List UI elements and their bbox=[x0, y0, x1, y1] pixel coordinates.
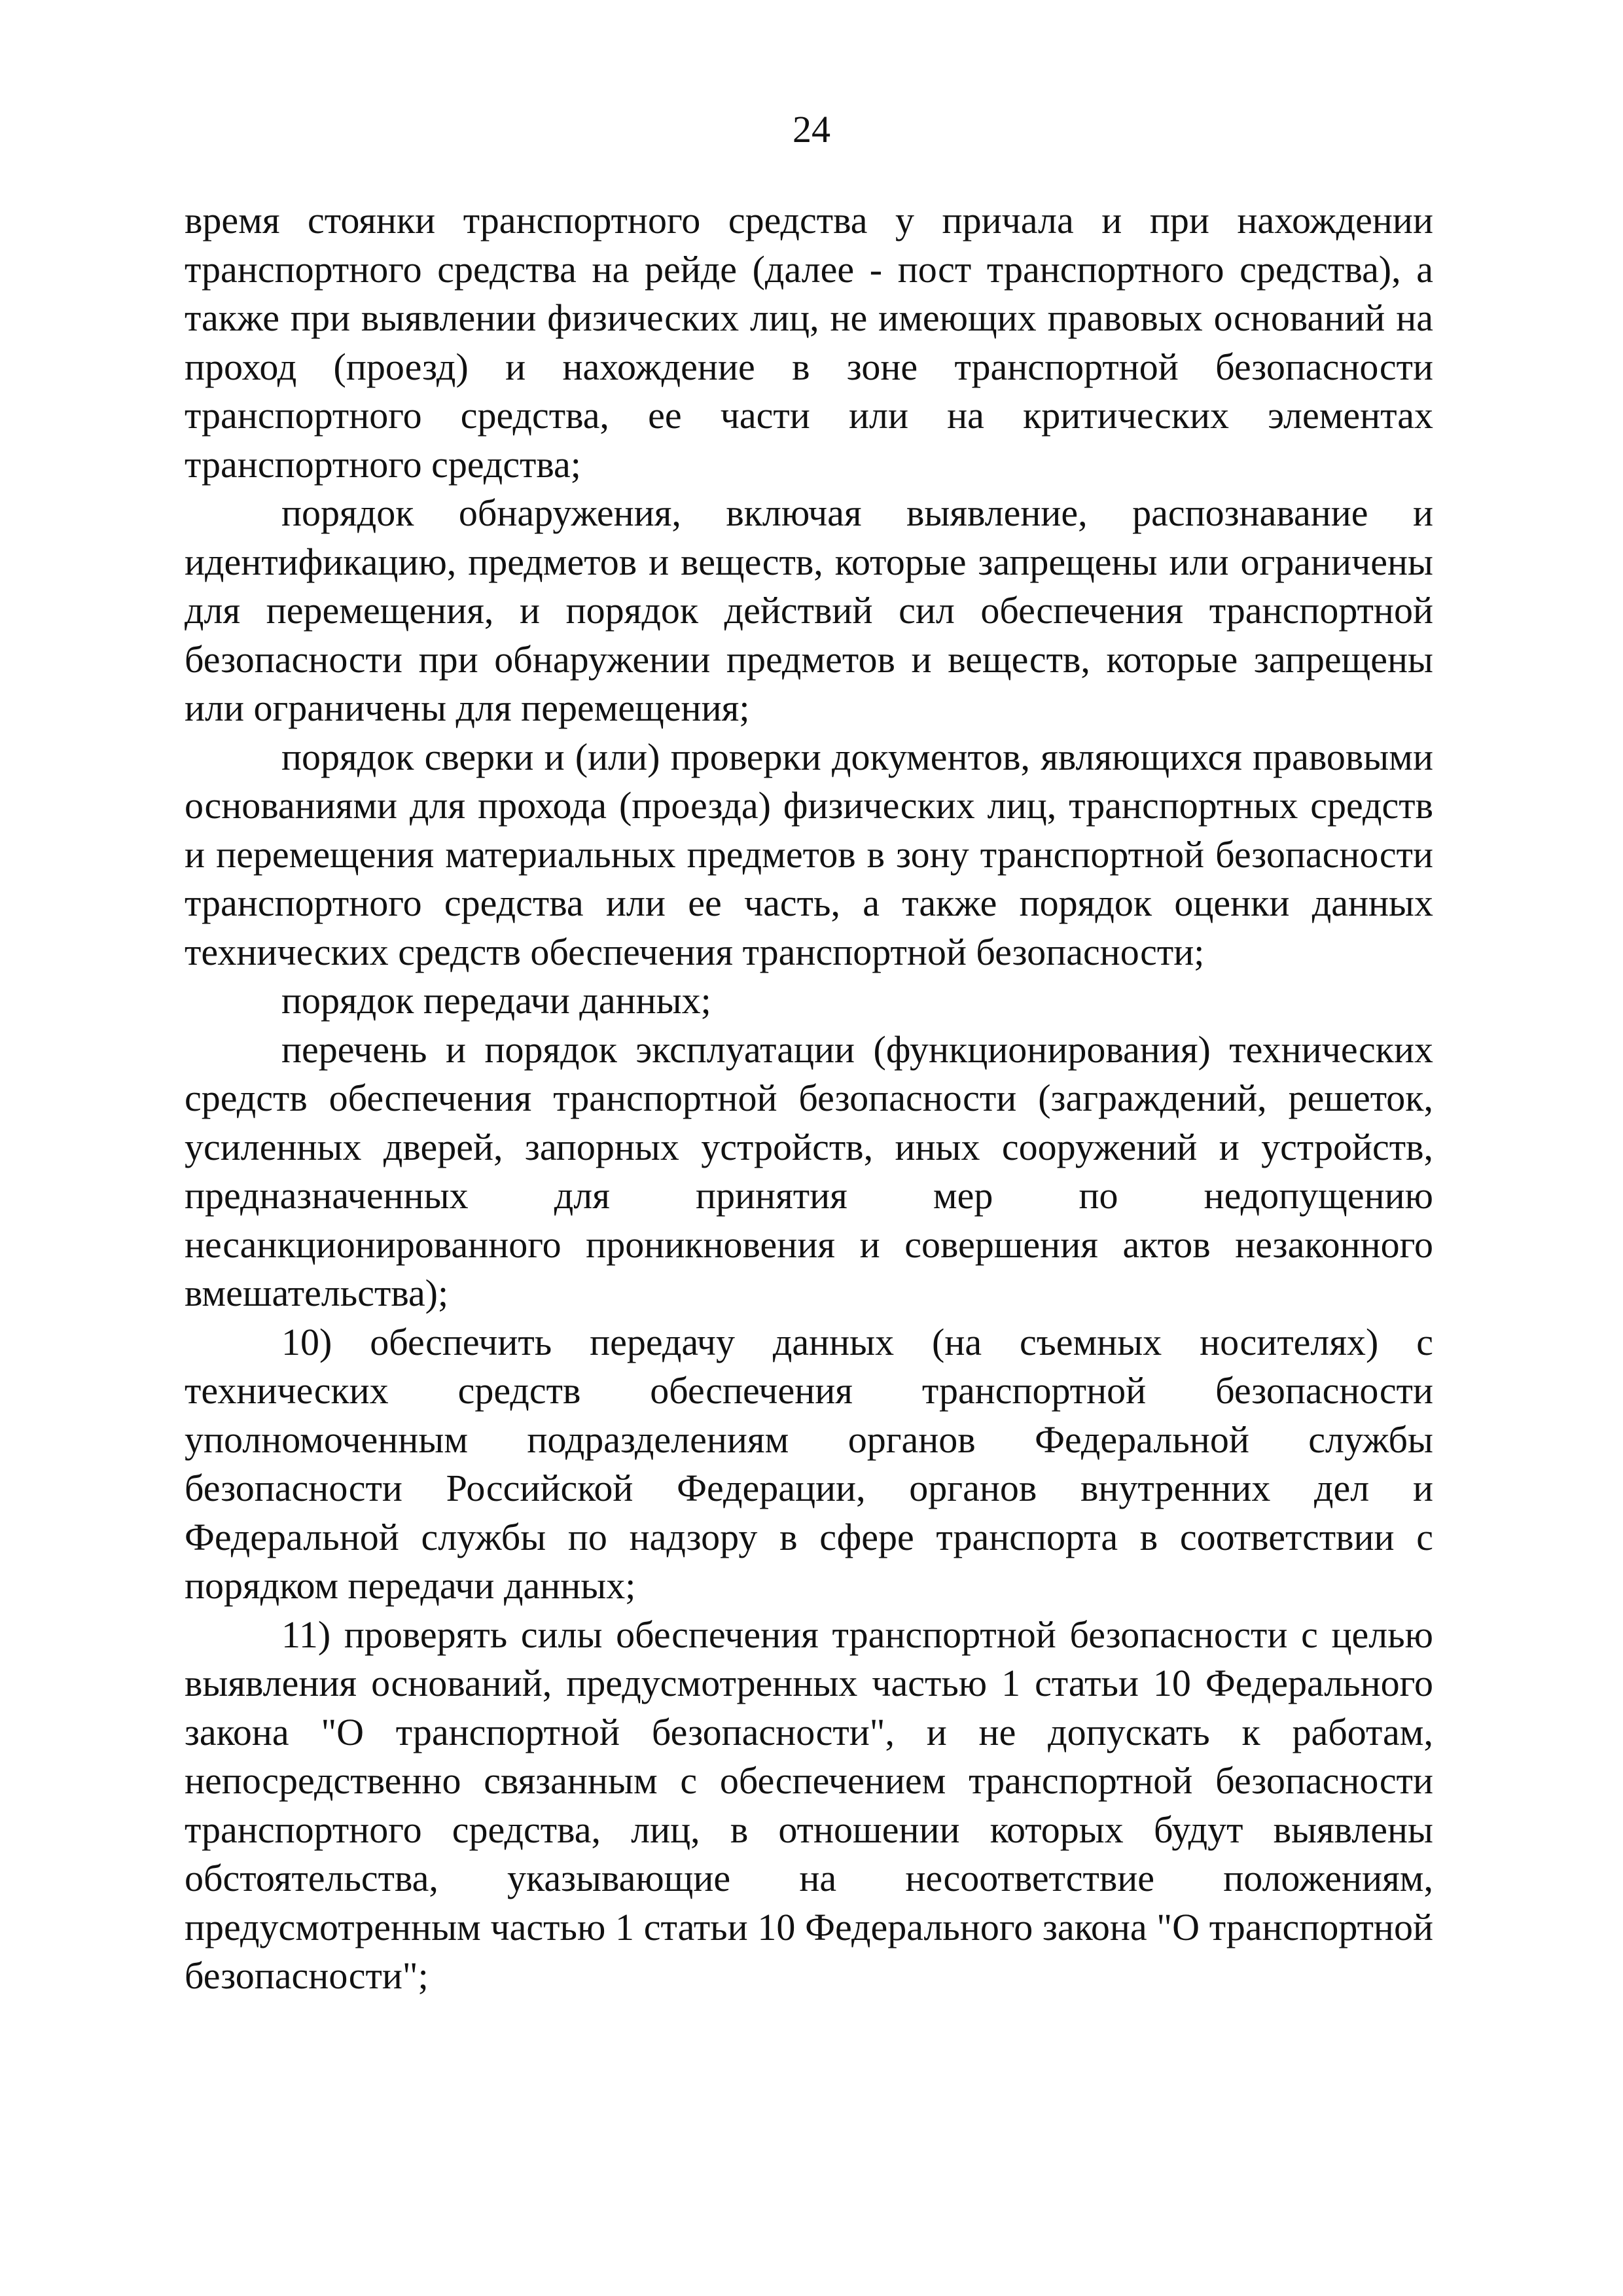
document-body bbox=[185, 196, 1433, 2001]
paragraph-technical-means-list: перечень и порядок эксплуатации (функционирования) технических средств обеспечения транспортной безопасности (заграждений, решеток, усиленных дверей, запорных устройств, иных сооружений и устройств, предназначенных для принятия мер по недопущению несанкционированного проникновения и совершения актов незаконного вмешательства); bbox=[185, 1028, 1433, 1314]
paragraph-document-verification: порядок сверки и (или) проверки документов, являющихся правовыми основаниями для прохода (проезда) физических лиц, транспортных средств и перемещения материальных предметов в зону транспортной безопасности транспортного средства или ее часть, а также порядок оценки данных технических средств обеспечения транспортной безопасности; bbox=[185, 735, 1433, 973]
paragraph-item-11: 11) проверять силы обеспечения транспортной безопасности с целью выявления оснований, предусмотренных частью 1 статьи 10 Федерального закона "О транспортной безопасности", и не допускать к работам, непосредственно связанным с обеспечением транспортной безопасности транспортного средства, лиц, в отношении которых будут выявлены обстоятельства, указывающие на несоответствие положениям, предусмотренным частью 1 статьи 10 Федерального закона "О транспортной безопасности"; bbox=[185, 1613, 1433, 1997]
paragraph-data-transfer-procedure: порядок передачи данных; bbox=[281, 979, 711, 1022]
paragraph-detection-procedure: порядок обнаружения, включая выявление, распознавание и идентификацию, предметов и веществ, которые запрещены или ограничены для перемещения, и порядок действий сил обеспечения транспортной безопасности при обнаружении предметов и веществ, которые запрещены или ограничены для перемещения; bbox=[185, 492, 1433, 729]
paragraph-continuation: время стоянки транспортного средства у причала и при нахождении транспортного средства на рейде (далее - пост транспортного средства), а также при выявлении физических лиц, не имеющих правовых оснований на проход (проезд) и нахождение в зоне транспортной безопасности транспортного средства, ее части или на критических элементах транспортного средства; bbox=[185, 199, 1433, 486]
paragraph-item-10: 10) обеспечить передачу данных (на съемных носителях) с технических средств обеспечения транспортной безопасности уполномоченным подразделениям органов Федеральной службы безопасности Российской Федерации, органов внутренних дел и Федеральной службы по надзору в сфере транспорта в соответствии с порядком передачи данных; bbox=[185, 1320, 1433, 1607]
page-number: 24 bbox=[793, 108, 830, 151]
